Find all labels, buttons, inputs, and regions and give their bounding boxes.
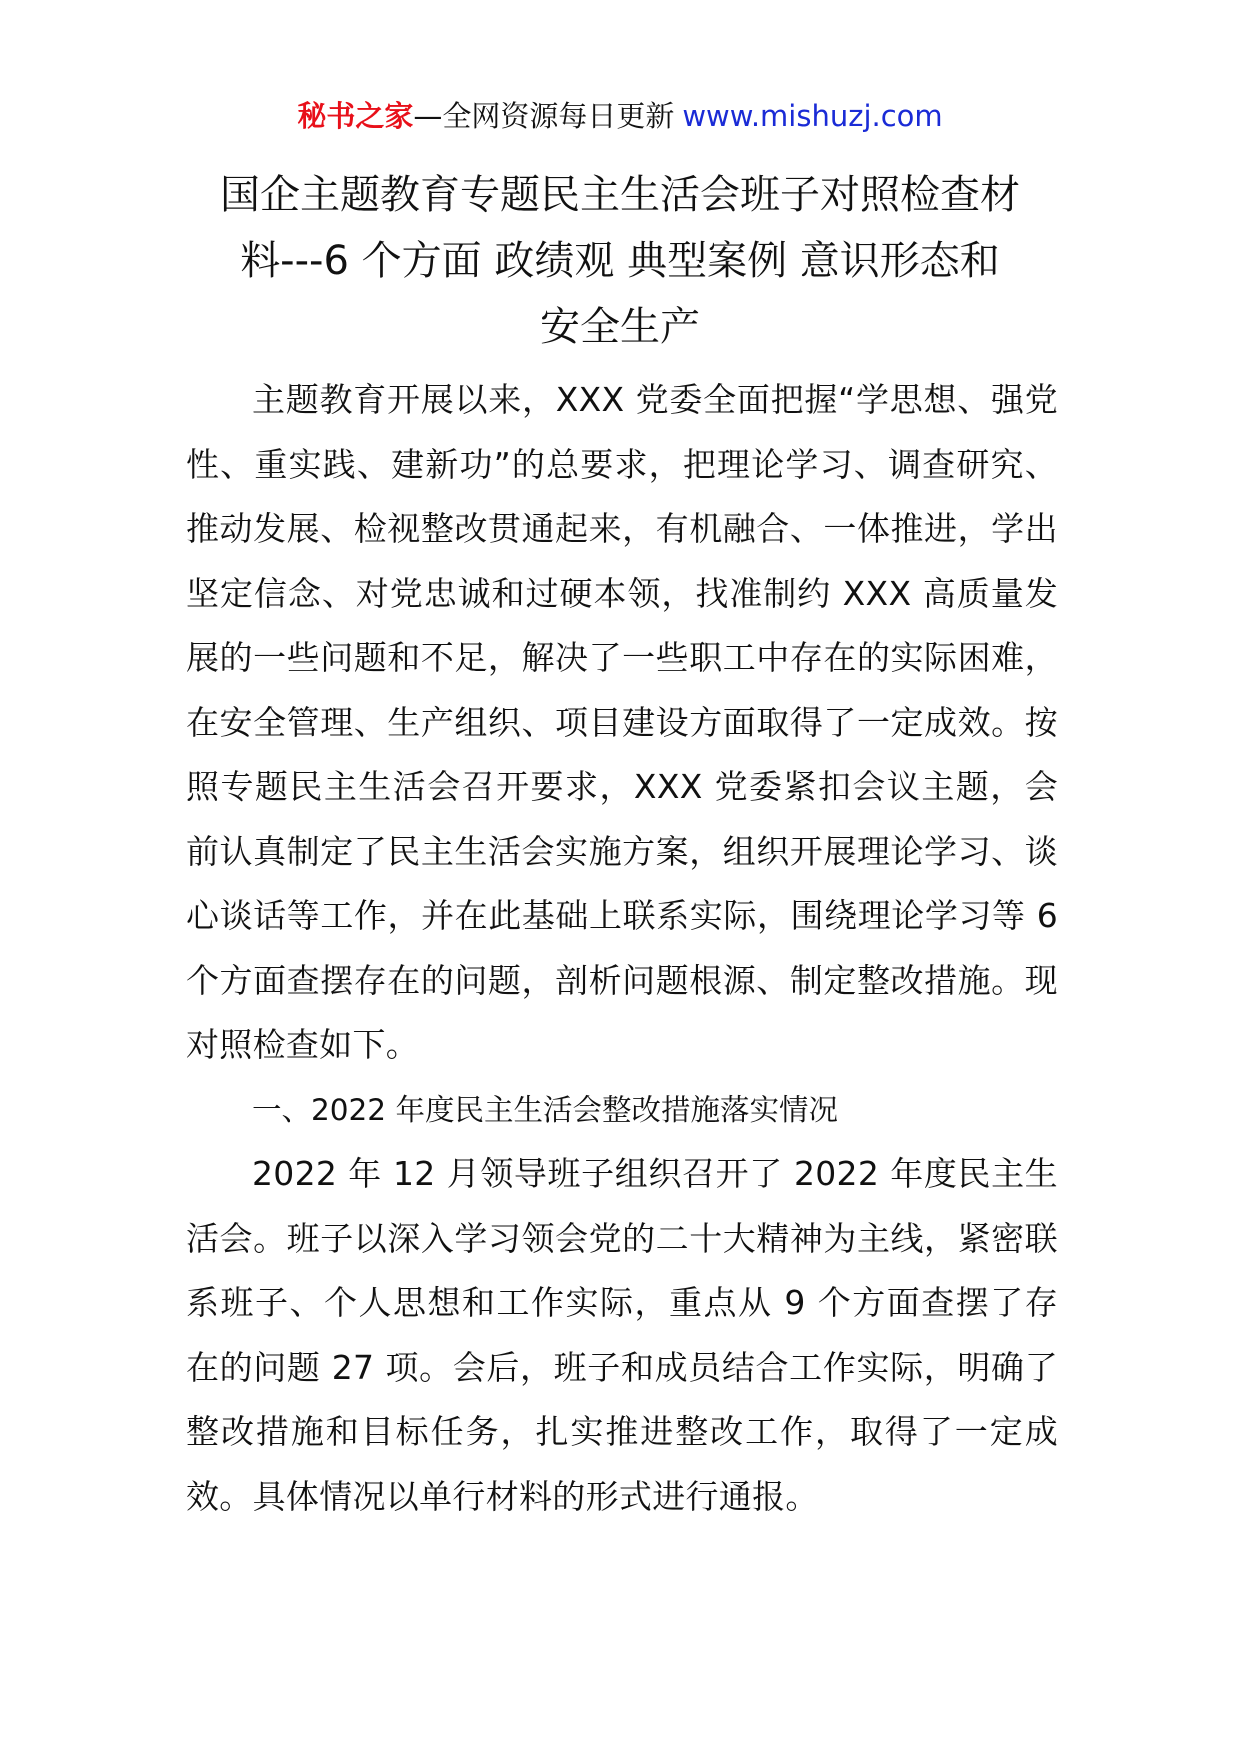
title-line-3: 安全生产 <box>540 304 700 350</box>
section-1-paragraph: 2022 年 12 月领导班子组织召开了 2022 年度民主生活会。班子以深入学习领会党的二十大精神为主线，紧密联系班子、个人思想和工作实际，重点从 9 个方面查摆了存在的问题 27 项。会后，班子和成员结合工作实际，明确了整改措施和目标任务，扎实推进整改工作，取得了一定成效。具体情况以单行材料的形式进行通报。 <box>186 1154 1058 1516</box>
site-header <box>0 96 1240 136</box>
section-heading-1: 一、2022 年度民主生活会整改措施落实情况 <box>252 1092 838 1127</box>
document-body <box>186 368 1058 1529</box>
intro-paragraph: 主题教育开展以来，XXX 党委全面把握“学思想、强党性、重实践、建新功”的总要求，把理论学习、调查研究、推动发展、检视整改贯通起来，有机融合、一体推进，学出坚定信念、对党忠诚和过硬本领，找准制约 XXX 高质量发展的一些问题和不足，解决了一些职工中存在的实际困难，在安全管理、生产组织、项目建设方面取得了一定成效。按照专题民主生活会召开要求，XXX 党委紧扣会议主题，会前认真制定了民主生活会实施方案，组织开展理论学习、谈心谈话等工作，并在此基础上联系实际，围绕理论学习等 6 个方面查摆存在的问题，剖析问题根源、制定整改措施。现对照检查如下。 <box>186 380 1058 1064</box>
site-url-link[interactable]: www.mishuzj.com <box>682 99 943 133</box>
header-tagline: —全网资源每日更新 <box>413 99 675 133</box>
document-title <box>140 162 1100 360</box>
title-line-1: 国企主题教育专题民主生活会班子对照检查材 <box>220 172 1020 218</box>
title-line-2: 料---6 个方面 政绩观 典型案例 意识形态和 <box>240 238 1000 284</box>
brand-name: 秘书之家 <box>297 99 414 133</box>
